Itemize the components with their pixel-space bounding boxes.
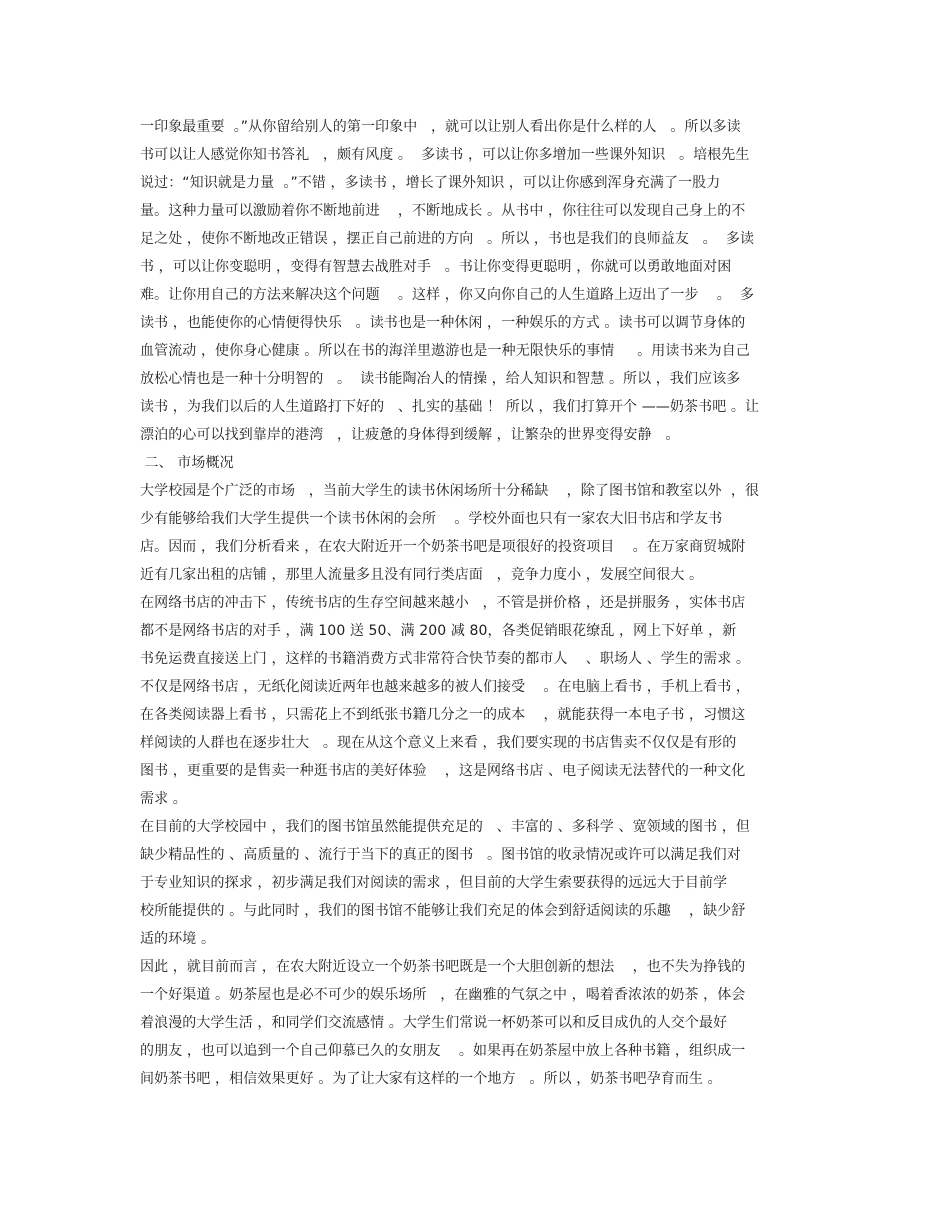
- text-line: 血管流动 ，使你身心健康 。所以在书的海洋里遨游也是一种无限快乐的事情 。用读书来为自己: [140, 343, 750, 359]
- text-line: 图书 ，更重要的是售卖一种逛书店的美好体验 ，这是网络书店 、电子阅读无法替代的一种文化: [140, 763, 746, 779]
- text-line: 因此 ，就目前而言 ，在农大附近设立一个奶茶书吧既是一个大胆创新的想法 ，也不失为挣钱的: [140, 959, 746, 975]
- text-line: 需求 。: [140, 791, 187, 807]
- text-line: 读书 ，也能使你的心情便得快乐 。读书也是一种休闲 ，一种娱乐的方式 。读书可以调节身体的: [140, 315, 746, 331]
- text-line: 量。这种力量可以激励着你不断地前进 ，不断地成长 。从书中 ，你往往可以发现自己身上的不: [140, 203, 746, 219]
- text-line: 着浪漫的大学生活 ，和同学们交流感情 。大学生们常说一杯奶茶可以和反目成仇的人交个最好: [140, 1015, 728, 1031]
- text-line: 书免运费直接送上门 ，这样的书籍消费方式非常符合快节奏的都市人 、职场人 、学生的需求 。: [140, 651, 750, 667]
- text-line: 都不是网络书店的对手 ，满 100 送 50、满 200 减 80，各类促销眼花缭乱 ，网上下好单 ，新: [140, 623, 737, 639]
- text-line: 少有能够给我们大学生提供一个读书休闲的会所 。学校外面也只有一家农大旧书店和学友书: [140, 511, 723, 527]
- text-line: 一印象最重要 。”从你留给别人的第一印象中 ，就可以让别人看出你是什么样的人 。所以多读: [140, 119, 741, 135]
- text-line: 说过：“知识就是力量 。”不错 ，多读书 ，增长了课外知识 ，可以让你感到浑身充满了一股力: [140, 175, 721, 191]
- text-line: 适的环境 。: [140, 931, 216, 947]
- text-line: 书可以让人感觉你知书答礼 ，颇有风度 。 多读书 ，可以让你多增加一些课外知识 。培根先生: [140, 147, 750, 163]
- text-line: 店。因而 ，我们分析看来 ，在农大附近开一个奶茶书吧是项很好的投资项目 。在万家商贸城附: [140, 539, 746, 555]
- text-line: 放松心情也是一种十分明智的 。 读书能陶冶人的情操 ，给人知识和智慧 。所以 ，我们应该多: [140, 371, 741, 387]
- text-line: 于专业知识的探求 ，初步满足我们对阅读的需求 ，但目前的大学生索要获得的远远大于目前学: [140, 875, 728, 891]
- text-line: 大学校园是个广泛的市场 ，当前大学生的读书休闲场所十分稀缺 ，除了图书馆和教室以外 ，很: [140, 483, 760, 499]
- text-line: 校所能提供的 。与此同时 ，我们的图书馆不能够让我们充足的体会到舒适阅读的乐趣 ，缺少舒: [140, 903, 746, 919]
- text-line: 的朋友 ，也可以追到一个自己仰慕已久的女朋友 。如果再在奶茶屋中放上各种书籍 ，组织成一: [140, 1043, 746, 1059]
- text-line: 缺少精品性的 、高质量的 、流行于当下的真正的图书 。图书馆的收录情况或许可以满足我们对: [140, 847, 741, 863]
- text-line: 难。让你用自己的方法来解决这个问题 。这样 ，你又向你自己的人生道路上迈出了一步 。 多: [140, 287, 755, 303]
- text-line: 书 ，可以让你变聪明 ，变得有智慧去战胜对手 。书让你变得更聪明 ，你就可以勇敢地面对困: [140, 259, 732, 275]
- text-line: 在目前的大学校园中 ，我们的图书馆虽然能提供充足的 、丰富的 、多科学 、宽领域的图书 ，但: [140, 819, 750, 835]
- text-line: 漂泊的心可以找到靠岸的港湾 ，让疲惫的身体得到缓解 ，让繁杂的世界变得安静 。: [140, 427, 680, 443]
- text-line: 间奶茶书吧 ，相信效果更好 。为了让大家有这样的一个地方 。所以 ，奶茶书吧孕育而生 。: [140, 1071, 722, 1087]
- text-line: 在各类阅读器上看书 ，只需花上不到纸张书籍几分之一的成本 ，就能获得一本电子书 ，习惯这: [140, 707, 746, 723]
- text-line: 近有几家出租的店铺 ，那里人流量多且没有同行类店面 ，竞争力度小 ，发展空间很大 。: [140, 567, 704, 583]
- text-line: 不仅是网络书店 ，无纸化阅读近两年也越来越多的被人们接受 。在电脑上看书 ，手机上看书 ，: [140, 679, 750, 695]
- text-line: 一个好渠道 。奶茶屋也是必不可少的娱乐场所 ，在幽雅的气氛之中 ，喝着香浓浓的奶茶 ，体会: [140, 987, 746, 1003]
- text-line: 在网络书店的冲击下 ，传统书店的生存空间越来越小 ，不管是拼价格 ，还是拼服务 ，实体书店: [140, 595, 746, 611]
- text-line: 读书 ，为我们以后的人生道路打下好的 、扎实的基础 ！ 所以 ，我们打算开个 ——奶茶书吧 。让: [140, 399, 760, 415]
- section-heading: 二、 市场概况: [140, 455, 234, 471]
- text-line: 足之处 ，使你不断地改正错误 ，摆正自己前进的方向 。所以 ，书也是我们的良师益友 。 多读: [140, 231, 755, 247]
- text-line: 样阅读的人群也在逐步壮大 。现在从这个意义上来看 ，我们要实现的书店售卖不仅仅是有形的: [140, 735, 737, 751]
